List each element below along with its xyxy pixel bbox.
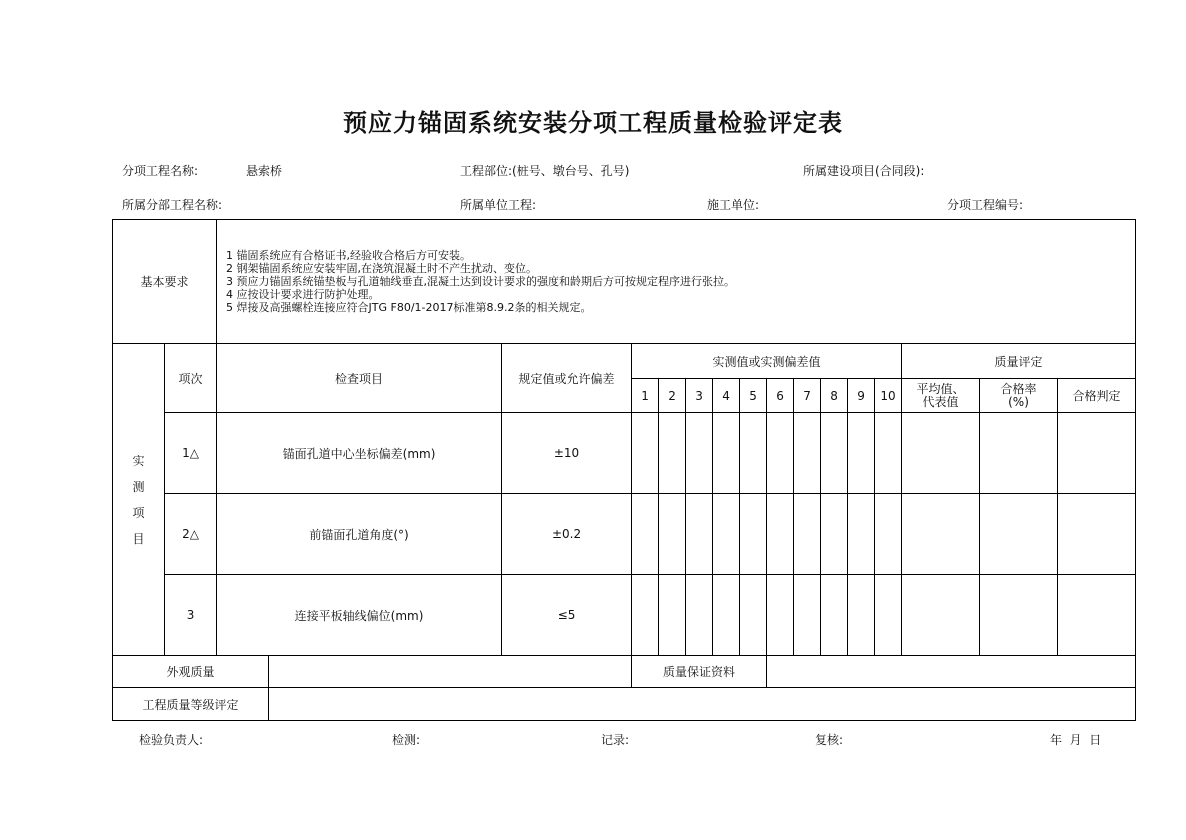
basic-requirements-label: 基本要求 [113, 220, 217, 344]
row-item: 前锚面孔道角度(°) [217, 494, 502, 575]
reviewer-label: 复核: [815, 733, 844, 747]
measure-no: 4 [713, 379, 740, 413]
col-judgment: 合格判定 [1058, 379, 1136, 413]
requirement-line: 5 焊接及高强螺栓连接应符合JTG F80/1-2017标准第8.9.2条的相关规定。 [226, 301, 592, 314]
item-no-label: 分项工程编号: [947, 198, 1024, 212]
measure-no: 10 [875, 379, 902, 413]
col-pass-rate-line: 合格率 [1000, 381, 1037, 396]
value-cell[interactable] [713, 413, 740, 494]
measured-section-label [113, 344, 165, 656]
value-cell[interactable] [713, 575, 740, 656]
division-label: 所属分部工程名称: [122, 198, 223, 212]
date-label: 年 月 日 [1050, 733, 1102, 747]
row-spec: ±10 [502, 413, 632, 494]
value-cell[interactable] [767, 494, 794, 575]
value-cell[interactable] [821, 575, 848, 656]
value-cell[interactable] [848, 494, 875, 575]
value-cell[interactable] [686, 575, 713, 656]
row-item: 锚面孔道中心坐标偏差(mm) [217, 413, 502, 494]
measure-no: 7 [794, 379, 821, 413]
requirement-line: 2 钢架锚固系统应安装牢固,在浇筑混凝土时不产生扰动、变位。 [226, 262, 538, 275]
requirement-line: 3 预应力锚固系统锚垫板与孔道轴线垂直,混凝土达到设计要求的强度和龄期后方可按规定程序进行张拉。 [226, 275, 736, 288]
contractor-label: 施工单位: [707, 198, 760, 212]
col-pass-rate-line: (%) [1008, 394, 1029, 409]
requirement-line: 1 锚固系统应有合格证书,经验收合格后方可安装。 [226, 249, 472, 262]
table-row [113, 575, 1136, 656]
pass-rate-cell[interactable] [980, 575, 1058, 656]
row-no: 3 [165, 575, 217, 656]
item-name-label: 分项工程名称: [122, 164, 199, 178]
value-cell[interactable] [794, 413, 821, 494]
appearance-label: 外观质量 [113, 656, 269, 688]
col-spec: 规定值或允许偏差 [502, 344, 632, 413]
col-measured: 实测值或实测偏差值 [632, 344, 902, 379]
value-cell[interactable] [659, 575, 686, 656]
value-cell[interactable] [767, 413, 794, 494]
measure-no: 5 [740, 379, 767, 413]
table-row [113, 413, 1136, 494]
measure-no: 3 [686, 379, 713, 413]
project-label: 所属建设项目(合同段): [803, 164, 925, 178]
value-cell[interactable] [659, 494, 686, 575]
assurance-cell[interactable] [767, 656, 1136, 688]
inspector-label: 检验负责人: [139, 733, 204, 747]
value-cell[interactable] [740, 413, 767, 494]
measure-no: 2 [659, 379, 686, 413]
value-cell[interactable] [848, 413, 875, 494]
value-cell[interactable] [632, 494, 659, 575]
col-average [902, 379, 980, 413]
value-cell[interactable] [659, 413, 686, 494]
col-item-no: 项次 [165, 344, 217, 413]
average-cell[interactable] [902, 413, 980, 494]
value-cell[interactable] [848, 575, 875, 656]
pass-rate-cell[interactable] [980, 494, 1058, 575]
section-char: 项 [132, 505, 145, 520]
value-cell[interactable] [632, 413, 659, 494]
section-char: 实 [132, 453, 145, 468]
tester-label: 检测: [392, 733, 421, 747]
row-no: 2△ [165, 494, 217, 575]
value-cell[interactable] [794, 494, 821, 575]
value-cell[interactable] [875, 575, 902, 656]
value-cell[interactable] [875, 494, 902, 575]
judgment-cell[interactable] [1058, 413, 1136, 494]
requirement-line: 4 应按设计要求进行防护处理。 [226, 288, 380, 301]
appearance-cell[interactable] [269, 656, 632, 688]
measure-no: 8 [821, 379, 848, 413]
value-cell[interactable] [821, 413, 848, 494]
recorder-label: 记录: [601, 733, 630, 747]
measure-no: 6 [767, 379, 794, 413]
value-cell[interactable] [875, 413, 902, 494]
value-cell[interactable] [713, 494, 740, 575]
value-cell[interactable] [740, 575, 767, 656]
pass-rate-cell[interactable] [980, 413, 1058, 494]
assurance-label: 质量保证资料 [632, 656, 767, 688]
table-row [113, 494, 1136, 575]
location-label: 工程部位:(桩号、墩台号、孔号) [460, 164, 630, 178]
unit-label: 所属单位工程: [460, 198, 537, 212]
page-title: 预应力锚固系统安装分项工程质量检验评定表 [343, 109, 843, 137]
item-name-value: 悬索桥 [246, 164, 283, 178]
grade-label: 工程质量等级评定 [113, 688, 269, 721]
col-average-line: 代表值 [922, 394, 959, 409]
section-char: 测 [132, 479, 145, 494]
col-average-line: 平均值、 [916, 381, 965, 396]
section-char: 目 [132, 531, 145, 546]
grade-cell[interactable] [269, 688, 1136, 721]
col-check-item: 检查项目 [217, 344, 502, 413]
value-cell[interactable] [632, 575, 659, 656]
average-cell[interactable] [902, 494, 980, 575]
value-cell[interactable] [686, 413, 713, 494]
value-cell[interactable] [767, 575, 794, 656]
measure-no: 1 [632, 379, 659, 413]
row-spec: ≤5 [502, 575, 632, 656]
col-quality: 质量评定 [902, 344, 1136, 379]
value-cell[interactable] [794, 575, 821, 656]
judgment-cell[interactable] [1058, 494, 1136, 575]
inspection-table [112, 219, 1136, 721]
row-item: 连接平板轴线偏位(mm) [217, 575, 502, 656]
judgment-cell[interactable] [1058, 575, 1136, 656]
measure-no: 9 [848, 379, 875, 413]
row-spec: ±0.2 [502, 494, 632, 575]
value-cell[interactable] [740, 494, 767, 575]
basic-requirements-text [217, 220, 1136, 344]
value-cell[interactable] [821, 494, 848, 575]
col-pass-rate [980, 379, 1058, 413]
average-cell[interactable] [902, 575, 980, 656]
value-cell[interactable] [686, 494, 713, 575]
row-no: 1△ [165, 413, 217, 494]
